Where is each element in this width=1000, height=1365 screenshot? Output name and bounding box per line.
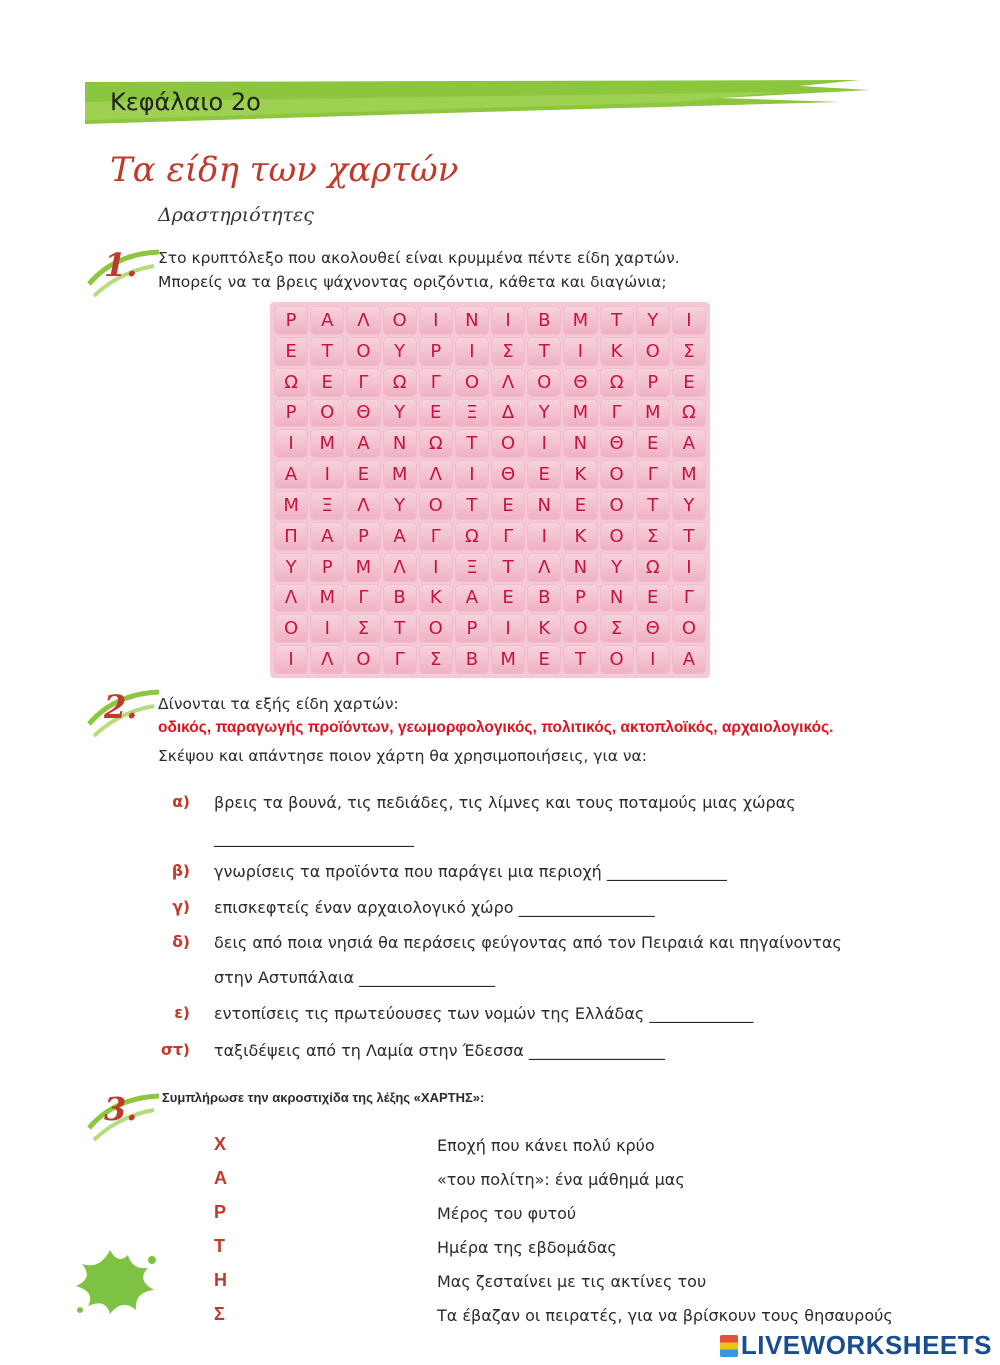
grid-cell[interactable]: Ο xyxy=(636,337,670,366)
grid-cell[interactable]: Α xyxy=(346,429,380,458)
grid-cell[interactable]: Μ xyxy=(310,429,344,458)
grid-cell[interactable]: Ι xyxy=(672,553,706,582)
grid-cell[interactable]: Τ xyxy=(527,337,561,366)
grid-cell[interactable]: Θ xyxy=(563,368,597,397)
grid-cell[interactable]: Τ xyxy=(310,337,344,366)
grid-cell[interactable]: Λ xyxy=(419,460,453,489)
grid-cell[interactable]: Ξ xyxy=(310,491,344,520)
grid-cell[interactable]: Ι xyxy=(563,337,597,366)
grid-cell[interactable]: Υ xyxy=(600,553,634,582)
grid-cell[interactable]: Λ xyxy=(346,306,380,335)
acrostic-letter: Α xyxy=(214,1168,227,1188)
grid-cell[interactable]: Μ xyxy=(563,399,597,428)
question-text: δεις από ποια νησιά θα περάσεις φεύγοντας από τον Πειραιά και πηγαίνοντας xyxy=(214,933,842,952)
exercise3-prompt: Συμπλήρωσε την ακροστιχίδα της λέξης «ΧΑΡΤΗΣ»: xyxy=(162,1090,485,1105)
grid-cell[interactable]: Ρ xyxy=(274,306,308,335)
grid-cell[interactable]: Ν xyxy=(383,429,417,458)
grid-cell[interactable]: Α xyxy=(383,522,417,551)
grid-cell[interactable]: Ο xyxy=(527,368,561,397)
grid-cell[interactable]: Ο xyxy=(491,429,525,458)
grid-cell[interactable]: Γ xyxy=(383,645,417,674)
grid-cell[interactable]: Ε xyxy=(419,399,453,428)
grid-cell[interactable]: Ε xyxy=(527,645,561,674)
acrostic-clue: Ημέρα της εβδομάδας xyxy=(437,1238,617,1257)
grid-cell[interactable]: Υ xyxy=(383,337,417,366)
grid-cell[interactable]: Ο xyxy=(274,614,308,643)
grid-cell[interactable]: Ε xyxy=(636,584,670,613)
grid-cell[interactable]: Ε xyxy=(527,460,561,489)
grid-cell[interactable]: Γ xyxy=(346,584,380,613)
grid-cell[interactable]: Ν xyxy=(527,491,561,520)
grid-cell[interactable]: Ν xyxy=(563,553,597,582)
grid-cell[interactable]: Ξ xyxy=(455,553,489,582)
grid-cell[interactable]: Γ xyxy=(672,584,706,613)
grid-cell[interactable]: Υ xyxy=(527,399,561,428)
grid-cell[interactable]: Σ xyxy=(600,614,634,643)
acrostic-clue: Μέρος του φυτού xyxy=(437,1204,577,1223)
exercise1-line2: Μπορείς να τα βρεις ψάχνοντας οριζόντια, κάθετα και διαγώνια; xyxy=(158,273,667,291)
logo-text: LIVEWORKSHEETS xyxy=(740,1330,992,1360)
acrostic-clue: «του πολίτη»: ένα μάθημά μας xyxy=(437,1170,685,1189)
grid-cell[interactable]: Α xyxy=(274,460,308,489)
answer-blank[interactable]: _________________________ xyxy=(214,828,414,847)
grid-cell[interactable]: Υ xyxy=(636,306,670,335)
grid-cell[interactable]: Ο xyxy=(419,491,453,520)
grid-cell[interactable]: Ε xyxy=(636,429,670,458)
exercise2-prompt: Σκέψου και απάντησε ποιον χάρτη θα χρησιμοποιήσεις, για να: xyxy=(158,747,647,765)
grid-cell[interactable]: Τ xyxy=(383,614,417,643)
exercise-number: 1. xyxy=(104,246,138,284)
grid-cell[interactable]: Ε xyxy=(491,491,525,520)
grid-cell[interactable]: Ν xyxy=(563,429,597,458)
grid-cell[interactable]: Θ xyxy=(600,429,634,458)
grid-cell[interactable]: Τ xyxy=(636,491,670,520)
grid-cell[interactable]: Σ xyxy=(491,337,525,366)
grid-cell[interactable]: Ω xyxy=(672,399,706,428)
grid-cell[interactable]: Ι xyxy=(636,645,670,674)
grid-cell[interactable]: Ρ xyxy=(346,522,380,551)
grid-cell[interactable]: Α xyxy=(455,584,489,613)
grid-cell[interactable]: Ι xyxy=(455,460,489,489)
grid-cell[interactable]: Ι xyxy=(527,429,561,458)
grid-cell[interactable]: Ρ xyxy=(310,553,344,582)
grid-cell[interactable]: Σ xyxy=(346,614,380,643)
map-types-list: οδικός, παραγωγής προϊόντων, γεωμορφολογικός, πολιτικός, ακτοπλοϊκός, αρχαιολογικός. xyxy=(158,719,834,736)
grid-cell[interactable]: Θ xyxy=(636,614,670,643)
grid-cell[interactable]: Μ xyxy=(491,645,525,674)
grid-cell[interactable]: Ο xyxy=(600,645,634,674)
grid-cell[interactable]: Κ xyxy=(563,522,597,551)
acrostic-letter: Ρ xyxy=(214,1202,227,1222)
answer-blank[interactable]: στην Αστυπάλαια _________________ xyxy=(214,968,496,987)
grid-cell[interactable]: Λ xyxy=(383,553,417,582)
grid-cell[interactable]: Ω xyxy=(600,368,634,397)
grid-cell[interactable]: Β xyxy=(527,306,561,335)
grid-cell[interactable]: Γ xyxy=(491,522,525,551)
question-label: δ) xyxy=(172,933,190,951)
grid-cell[interactable]: Α xyxy=(672,645,706,674)
question-text[interactable]: γνωρίσεις τα προϊόντα που παράγει μια περιοχή _______________ xyxy=(214,862,727,881)
liveworksheets-logo xyxy=(720,1330,992,1361)
grid-cell[interactable]: Κ xyxy=(563,460,597,489)
grid-cell[interactable]: Κ xyxy=(419,584,453,613)
acrostic-letter: Χ xyxy=(214,1134,227,1154)
grid-cell[interactable]: Ο xyxy=(600,491,634,520)
grid-cell[interactable]: Κ xyxy=(600,337,634,366)
grid-cell[interactable]: Ν xyxy=(455,306,489,335)
grid-cell[interactable]: Ο xyxy=(419,614,453,643)
grid-cell[interactable]: Ι xyxy=(310,614,344,643)
grid-cell[interactable]: Γ xyxy=(600,399,634,428)
grid-cell[interactable]: Σ xyxy=(672,337,706,366)
grid-cell[interactable]: Ω xyxy=(419,429,453,458)
grid-cell[interactable]: Ε xyxy=(274,337,308,366)
exercise-number: 3. xyxy=(104,1090,138,1128)
grid-cell[interactable]: Τ xyxy=(455,429,489,458)
chapter-label: Κεφάλαιο 2ο xyxy=(110,88,261,116)
green-splash-icon xyxy=(70,1240,160,1320)
exercise2-intro: Δίνονται τα εξής είδη χαρτών: xyxy=(158,695,399,713)
grid-cell[interactable]: Λ xyxy=(491,368,525,397)
grid-cell[interactable]: Θ xyxy=(491,460,525,489)
acrostic-letter: Η xyxy=(214,1270,227,1290)
grid-cell[interactable]: Ι xyxy=(419,306,453,335)
grid-cell[interactable]: Κ xyxy=(527,614,561,643)
grid-cell[interactable]: Ω xyxy=(274,368,308,397)
grid-cell[interactable]: Υ xyxy=(383,399,417,428)
grid-cell[interactable]: Γ xyxy=(636,460,670,489)
grid-cell[interactable]: Ε xyxy=(563,491,597,520)
grid-cell[interactable]: Ρ xyxy=(563,584,597,613)
grid-cell[interactable]: Ο xyxy=(563,614,597,643)
grid-cell[interactable]: Ρ xyxy=(636,368,670,397)
grid-cell[interactable]: Ι xyxy=(491,614,525,643)
page-title: Τα είδη των χαρτών xyxy=(110,150,459,190)
question-label: στ) xyxy=(160,1041,190,1059)
grid-cell[interactable]: Ι xyxy=(672,306,706,335)
question-label: β) xyxy=(171,862,190,880)
grid-cell[interactable]: Λ xyxy=(310,645,344,674)
grid-cell[interactable]: Β xyxy=(455,645,489,674)
grid-cell[interactable]: Μ xyxy=(672,460,706,489)
grid-cell[interactable]: Λ xyxy=(527,553,561,582)
grid-cell[interactable]: Ε xyxy=(491,584,525,613)
grid-cell[interactable]: Μ xyxy=(563,306,597,335)
acrostic-clue: Τα έβαζαν οι πειρατές, για να βρίσκουν τους θησαυρούς xyxy=(437,1306,893,1325)
grid-cell[interactable]: Α xyxy=(310,522,344,551)
grid-cell[interactable]: Α xyxy=(310,306,344,335)
grid-cell[interactable]: Μ xyxy=(636,399,670,428)
question-label: γ) xyxy=(172,898,190,916)
acrostic-letter: Τ xyxy=(214,1236,225,1256)
question-label: α) xyxy=(172,793,190,811)
grid-cell[interactable]: Ι xyxy=(491,306,525,335)
grid-cell[interactable]: Ι xyxy=(274,429,308,458)
grid-cell[interactable]: Ο xyxy=(346,645,380,674)
grid-cell[interactable]: Τ xyxy=(491,553,525,582)
grid-cell[interactable]: Ο xyxy=(600,460,634,489)
grid-cell[interactable]: Ω xyxy=(383,368,417,397)
grid-cell[interactable]: Ω xyxy=(455,522,489,551)
grid-cell[interactable]: Ε xyxy=(672,368,706,397)
grid-cell[interactable]: Μ xyxy=(346,553,380,582)
grid-cell[interactable]: Ε xyxy=(346,460,380,489)
grid-cell[interactable]: Ι xyxy=(419,553,453,582)
grid-cell[interactable]: Δ xyxy=(491,399,525,428)
grid-cell[interactable]: Τ xyxy=(455,491,489,520)
grid-cell[interactable]: Ο xyxy=(383,306,417,335)
grid-cell[interactable]: Μ xyxy=(383,460,417,489)
exercise-number: 2. xyxy=(104,688,138,726)
grid-cell[interactable]: Γ xyxy=(419,368,453,397)
grid-cell[interactable]: Ρ xyxy=(274,399,308,428)
grid-cell[interactable]: Θ xyxy=(346,399,380,428)
grid-cell[interactable]: Ο xyxy=(310,399,344,428)
grid-cell[interactable]: Μ xyxy=(274,491,308,520)
grid-cell[interactable]: Ι xyxy=(527,522,561,551)
question-text: βρεις τα βουνά, τις πεδιάδες, τις λίμνες και τους ποταμούς μιας χώρας xyxy=(214,793,796,812)
question-label: ε) xyxy=(174,1004,190,1022)
grid-cell[interactable]: Ν xyxy=(600,584,634,613)
grid-cell[interactable]: Τ xyxy=(600,306,634,335)
acrostic-letter: Σ xyxy=(214,1304,225,1324)
grid-cell[interactable]: Α xyxy=(672,429,706,458)
grid-cell[interactable]: Ο xyxy=(455,368,489,397)
grid-cell[interactable]: Λ xyxy=(346,491,380,520)
grid-cell[interactable]: Ρ xyxy=(455,614,489,643)
grid-cell[interactable]: Β xyxy=(383,584,417,613)
exercise1-line1: Στο κρυπτόλεξο που ακολουθεί είναι κρυμμένα πέντε είδη χαρτών. xyxy=(158,249,680,267)
activities-heading: Δραστηριότητες xyxy=(158,204,314,226)
grid-cell[interactable]: Ι xyxy=(274,645,308,674)
grid-cell[interactable]: Ο xyxy=(346,337,380,366)
question-text[interactable]: εντοπίσεις τις πρωτεύουσες των νομών της Ελλάδας _____________ xyxy=(214,1004,754,1023)
grid-cell[interactable]: Π xyxy=(274,522,308,551)
grid-cell[interactable]: Τ xyxy=(672,522,706,551)
grid-cell[interactable]: Μ xyxy=(310,584,344,613)
grid-cell[interactable]: Ε xyxy=(310,368,344,397)
grid-cell[interactable]: Ο xyxy=(672,614,706,643)
grid-cell[interactable]: Υ xyxy=(383,491,417,520)
grid-cell[interactable]: Γ xyxy=(419,522,453,551)
grid-cell[interactable]: Ι xyxy=(455,337,489,366)
grid-cell[interactable]: Ρ xyxy=(419,337,453,366)
grid-cell[interactable]: Υ xyxy=(672,491,706,520)
grid-cell[interactable]: Σ xyxy=(419,645,453,674)
acrostic-clue: Μας ζεσταίνει με τις ακτίνες του xyxy=(437,1272,707,1291)
grid-cell[interactable]: Υ xyxy=(274,553,308,582)
grid-cell[interactable]: Γ xyxy=(346,368,380,397)
grid-cell[interactable]: Ξ xyxy=(455,399,489,428)
grid-cell[interactable]: Ι xyxy=(310,460,344,489)
logo-icon xyxy=(720,1335,738,1357)
grid-cell[interactable]: Ο xyxy=(600,522,634,551)
grid-cell[interactable]: Ω xyxy=(636,553,670,582)
grid-cell[interactable]: Λ xyxy=(274,584,308,613)
acrostic-clue: Εποχή που κάνει πολύ κρύο xyxy=(437,1136,655,1155)
grid-cell[interactable]: Σ xyxy=(636,522,670,551)
grid-cell[interactable]: Β xyxy=(527,584,561,613)
question-text[interactable]: ταξιδέψεις από τη Λαμία στην Έδεσσα _________________ xyxy=(214,1041,665,1060)
grid-cell[interactable]: Τ xyxy=(563,645,597,674)
word-search-grid xyxy=(270,302,710,678)
question-text[interactable]: επισκεφτείς έναν αρχαιολογικό χώρο _________________ xyxy=(214,898,655,917)
